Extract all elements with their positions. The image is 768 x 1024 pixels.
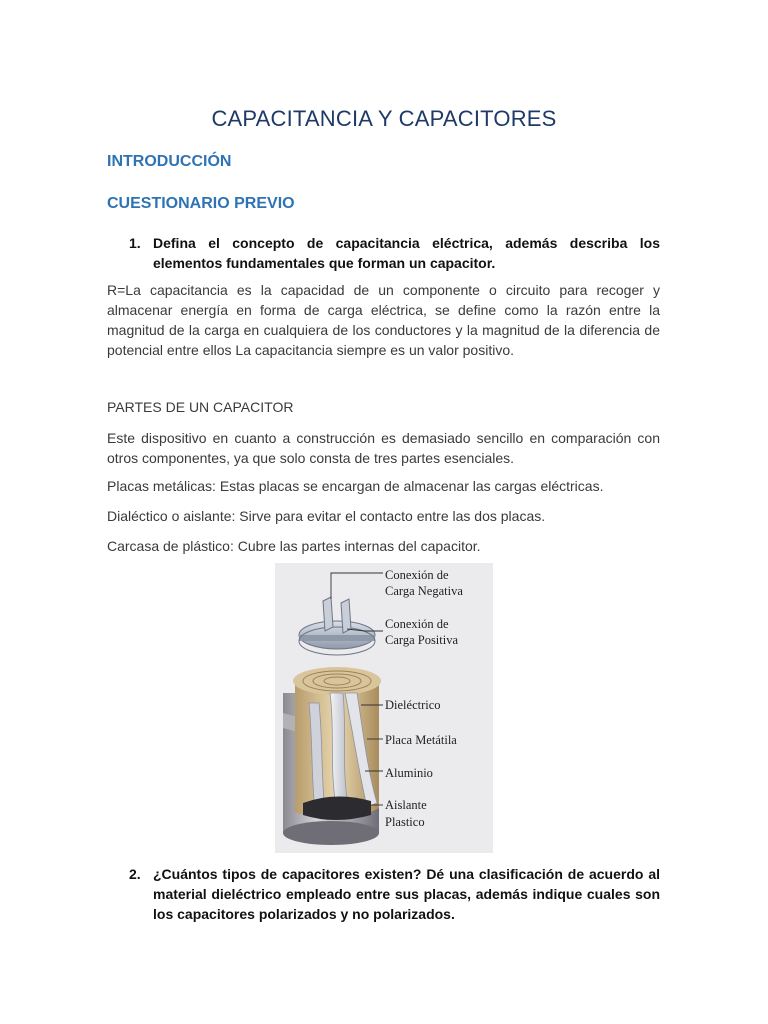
label-conexion-negativa-2: Carga Negativa: [385, 584, 463, 598]
label-plastico: Plastico: [385, 815, 425, 829]
question-1-number: 1.: [129, 235, 141, 251]
label-conexion-positiva-2: Carga Positiva: [385, 633, 459, 647]
part-dielectric: Dialéctico o aislante: Sirve para evitar el contacto entre las dos placas.: [107, 508, 546, 524]
question-2-number: 2.: [129, 866, 141, 882]
heading-cuestionario-previo: CUESTIONARIO PREVIO: [107, 195, 295, 212]
question-1-text: Defina el concepto de capacitancia eléctrica, además describa los elementos fundamentales que forman un capacitor.: [153, 235, 660, 271]
capacitor-diagram: [275, 563, 493, 853]
part-plastic-case: Carcasa de plástico: Cubre las partes internas del capacitor.: [107, 538, 481, 554]
label-placa-metatila: Placa Metátila: [385, 733, 457, 747]
parts-intro-paragraph: Este dispositivo en cuanto a construcción es demasiado sencillo en comparación con otros componentes, ya que solo consta de tres partes esenciales.: [107, 430, 660, 466]
question-2: [129, 864, 660, 924]
label-dielectrico: Dieléctrico: [385, 698, 441, 712]
label-conexion-positiva-1: Conexión de: [385, 617, 449, 631]
document-title: CAPACITANCIA Y CAPACITORES: [211, 106, 557, 131]
label-aislante: Aislante: [385, 798, 427, 812]
answer-1-paragraph: R=La capacitancia es la capacidad de un componente o circuito para recoger y almacenar energía en forma de carga eléctrica, se define como la razón entre la magnitud de la carga en cualquiera de los conductores y la magnitud de la diferencia de potencial entre ellos La capacitancia siempre es un valor positivo.: [107, 282, 660, 358]
question-1: [129, 233, 660, 273]
label-conexion-negativa-1: Conexión de: [385, 568, 449, 582]
aluminum-base-shape: [303, 796, 371, 820]
question-2-text: ¿Cuántos tipos de capacitores existen? Dé una clasificación de acuerdo al material dieléctrico empleado entre sus placas, además indique cuales son los capacitores polarizados y no polarizados.: [153, 866, 660, 922]
parts-heading: PARTES DE UN CAPACITOR: [107, 399, 294, 415]
heading-introduccion: INTRODUCCIÓN: [107, 153, 232, 170]
label-aluminio: Aluminio: [385, 766, 433, 780]
part-metal-plates: Placas metálicas: Estas placas se encargan de almacenar las cargas eléctricas.: [107, 478, 604, 494]
